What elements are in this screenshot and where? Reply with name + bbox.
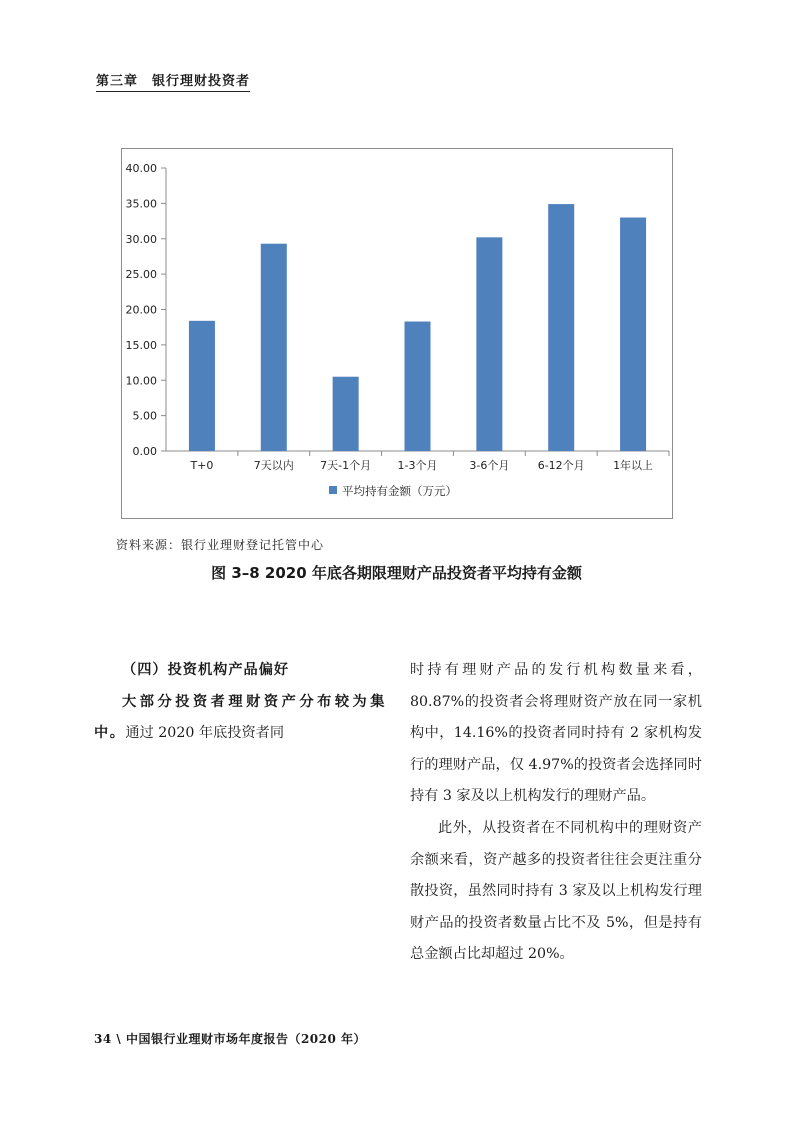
bar-5 (476, 237, 502, 451)
chapter-number: 第三章 (96, 74, 139, 89)
y-tick-label: 0.00 (132, 445, 157, 458)
section-subheading: （四）投资机构产品偏好 (122, 662, 290, 678)
bar-4 (405, 322, 431, 451)
x-tick-label: T+0 (190, 459, 214, 472)
y-tick-label: 20.00 (125, 303, 157, 317)
x-tick-label: 3-6个月 (469, 459, 510, 472)
y-tick-label: 5.00 (132, 409, 157, 423)
bar-2 (261, 244, 287, 451)
paragraph-1-lead: 大部分投资者理财资产分布较为集中。 (94, 693, 386, 742)
bar-1 (189, 321, 215, 451)
x-tick-label: 7天以内 (253, 459, 294, 472)
bar-7 (620, 218, 646, 451)
y-tick-label: 10.00 (125, 374, 157, 388)
y-tick-label: 30.00 (125, 232, 157, 246)
y-tick-label: 15.00 (125, 338, 157, 352)
chart-frame (121, 148, 673, 519)
figure-source: 资料来源：银行业理财登记托管中心 (116, 538, 325, 552)
bar-3 (333, 377, 359, 451)
page-footer: 34 \ 中国银行业理财市场年度报告（2020 年） (94, 1032, 367, 1046)
y-tick-label: 40.00 (125, 162, 157, 175)
bar-chart (122, 149, 672, 518)
paragraph-1-continuation: 时持有理财产品的发行机构数量来看，80.87%的投资者会将理财资产放在同一家机构中，14.16%的投资者同时持有 2 家机构发行的理财产品，仅 4.97%的投资者会选择同时持有 3 家及以上机构发行的理财产品。 (410, 662, 702, 805)
paragraph-1 (94, 687, 386, 750)
legend-swatch (329, 486, 337, 494)
legend-label: 平均持有金额（万元） (342, 484, 457, 498)
x-tick-label: 7天-1个月 (320, 459, 372, 472)
y-tick-label: 35.00 (125, 197, 157, 211)
text-column-left (94, 655, 386, 750)
paragraph-1-text: 通过 2020 年底投资者同 (125, 725, 285, 742)
chapter-header (96, 70, 250, 92)
chapter-title: 银行理财投资者 (152, 74, 251, 89)
x-tick-label: 6-12个月 (537, 459, 585, 472)
y-tick-label: 25.00 (125, 268, 157, 282)
x-tick-label: 1-3个月 (397, 459, 438, 472)
text-column-right (410, 655, 702, 971)
bar-6 (548, 204, 574, 451)
figure-caption: 图 3–8 2020 年底各期限理财产品投资者平均持有金额 (211, 564, 582, 582)
paragraph-2: 此外，从投资者在不同机构中的理财资产余额来看，资产越多的投资者往往会更注重分散投资，虽然同时持有 3 家及以上机构发行理财产品的投资者数量占比不及 5%，但是持有总金额占比却超过 20%。 (410, 819, 702, 963)
x-tick-label: 1年以上 (613, 459, 654, 472)
